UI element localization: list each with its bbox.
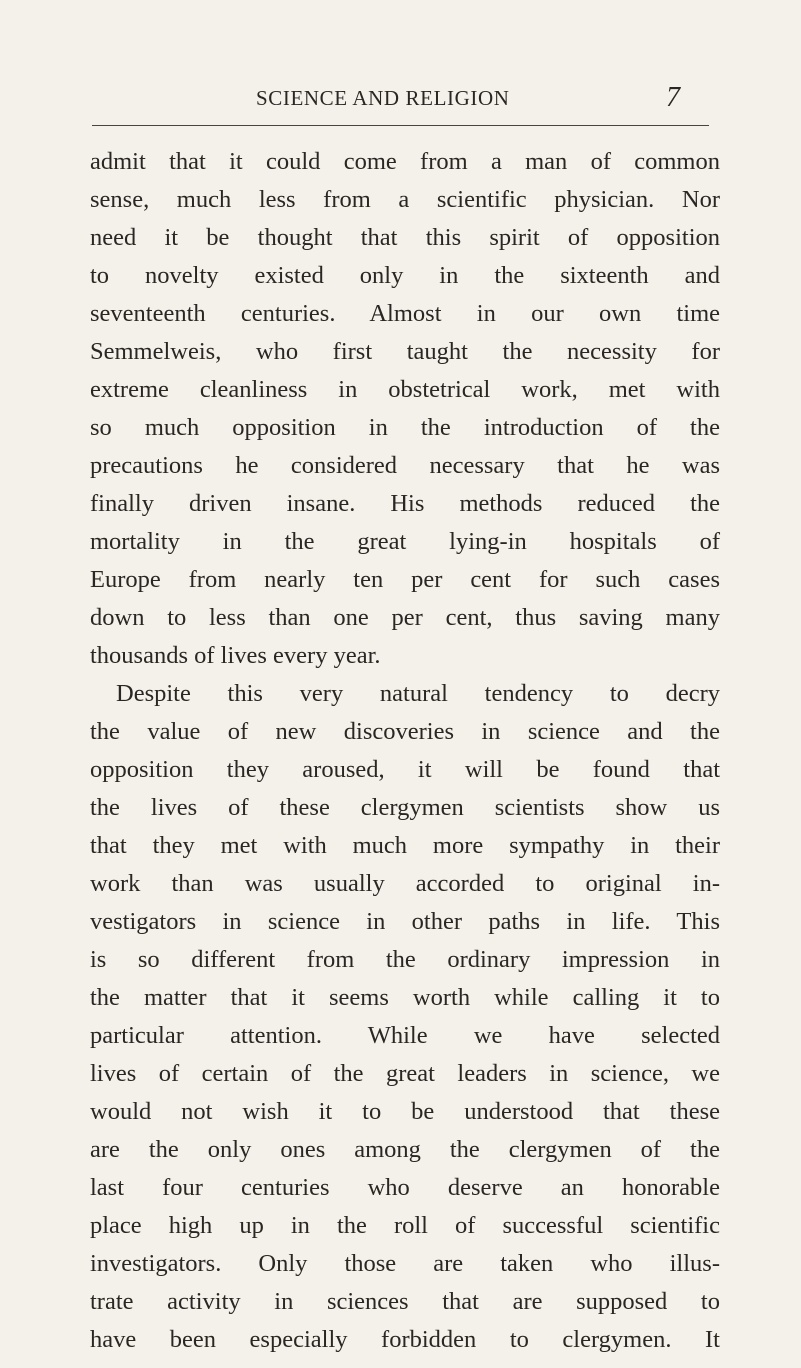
text-line: down to less than one per cent, thus saving many (90, 604, 720, 631)
text-line: is so different from the ordinary impression in (90, 946, 720, 973)
text-line: place high up in the roll of successful scientific (90, 1212, 720, 1239)
header-rule (92, 125, 709, 126)
paragraph-end-line: thousands of lives every year. (90, 642, 381, 669)
text-line: would not wish it to be understood that these (90, 1098, 720, 1125)
text-line: that they met with much more sympathy in their (90, 832, 720, 859)
text-line: extreme cleanliness in obstetrical work, met with (90, 376, 720, 403)
text-line: Semmelweis, who first taught the necessity for (90, 338, 720, 365)
page-number: 7 (666, 82, 680, 113)
text-line: finally driven insane. His methods reduced the (90, 490, 720, 517)
text-line: are the only ones among the clergymen of the (90, 1136, 720, 1163)
text-line: so much opposition in the introduction of the (90, 414, 720, 441)
text-line: precautions he considered necessary that he was (90, 452, 720, 479)
text-line: admit that it could come from a man of common (90, 148, 720, 175)
body-text (90, 143, 720, 1359)
text-line: trate activity in sciences that are supposed to (90, 1288, 720, 1315)
text-line: work than was usually accorded to original in- (90, 870, 720, 897)
text-line: the matter that it seems worth while calling it to (90, 984, 720, 1011)
text-line: opposition they aroused, it will be found that (90, 756, 720, 783)
text-line: Europe from nearly ten per cent for such cases (90, 566, 720, 593)
text-line: lives of certain of the great leaders in science, we (90, 1060, 720, 1087)
text-line: have been especially forbidden to clergymen. It (90, 1326, 720, 1353)
running-head-title: SCIENCE AND RELIGION (256, 86, 510, 110)
paragraph-start-line: Despite this very natural tendency to decry (116, 680, 720, 707)
text-line: last four centuries who deserve an honorable (90, 1174, 720, 1201)
text-line: investigators. Only those are taken who illus- (90, 1250, 720, 1277)
text-line: vestigators in science in other paths in life. This (90, 908, 720, 935)
text-line: sense, much less from a scientific physician. Nor (90, 186, 720, 213)
text-line: mortality in the great lying-in hospitals of (90, 528, 720, 555)
text-line: the lives of these clergymen scientists show us (90, 794, 720, 821)
text-line: need it be thought that this spirit of opposition (90, 224, 720, 251)
text-line: to novelty existed only in the sixteenth and (90, 262, 720, 289)
text-line: seventeenth centuries. Almost in our own time (90, 300, 720, 327)
text-line: the value of new discoveries in science and the (90, 718, 720, 745)
text-line: particular attention. While we have selected (90, 1022, 720, 1049)
